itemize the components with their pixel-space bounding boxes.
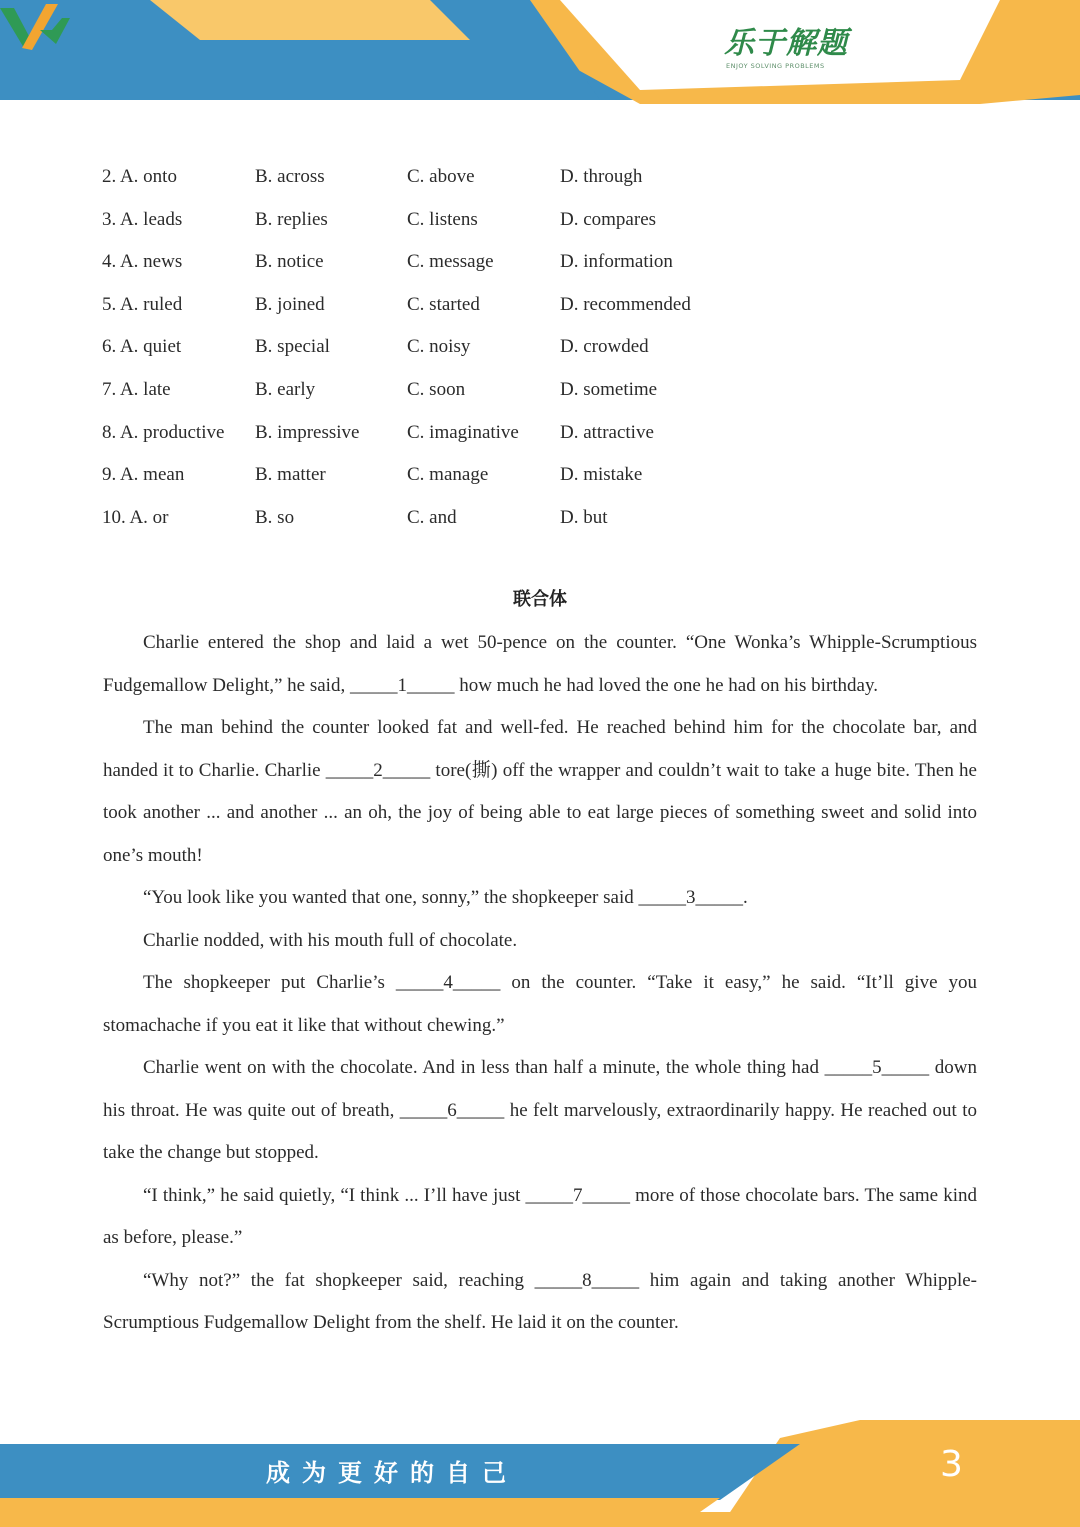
option-b: B. across [255,166,325,187]
option-a: 7. A. late [102,378,171,400]
option-b: B. special [255,336,330,358]
option-c: C. listens [407,208,478,230]
brand-subtitle: ENJOY SOLVING PROBLEMS [726,62,825,70]
option-a: 9. A. mean [102,464,185,486]
option-d: D. compares [560,208,657,230]
option-c: C. and [407,506,457,528]
option-a: 3. A. leads [102,208,183,230]
option-b: B. so [255,506,295,528]
passage-paragraph: “I think,” he said quietly, “I think ... I’ll have just _____7_____ more of those chocolate bars. The same kind as before, please.” [103,1184,977,1248]
option-b: B. early [255,378,316,400]
option-d: D. crowded [560,336,649,358]
passage-paragraph: The man behind the counter looked fat and well-fed. He reached behind him for the chocolate bar, and handed it to Charlie. Charlie _____2_____ tore(撕) off the wrapper and couldn’t wait to take a huge bite. Then he took another ... and another ... an oh, the joy of being able to eat large pieces of something sweet and solid into one’s mouth! [103,717,977,866]
option-a: 10. A. or [102,506,169,528]
option-c: C. soon [407,378,466,400]
option-b: B. joined [255,293,325,315]
option-d: D. recommended [560,293,691,315]
option-a: 5. A. ruled [102,293,183,315]
option-d: D. mistake [560,464,643,486]
passage-paragraph: “You look like you wanted that one, sonny,” the shopkeeper said _____3_____. [143,887,748,908]
option-d: D. through [560,166,643,187]
footer-decoration [0,1420,1080,1527]
footer-slogan: 成为更好的自己 [266,1459,518,1487]
option-c: C. above [407,166,475,187]
brand-logo-icon [0,0,80,52]
passage-paragraph: Charlie entered the shop and laid a wet 50-pence on the counter. “One Wonka’s Whipple-Scrumptious Fudgemallow Delight,” he said, _____1_____ how much he had loved the one he had on his birthday. [103,632,977,696]
option-b: B. replies [255,208,328,230]
option-b: B. notice [255,251,324,273]
option-d: D. sometime [560,378,658,400]
option-c: C. manage [407,464,489,486]
header-decoration [0,0,1080,112]
option-a: 8. A. productive [102,421,225,443]
option-c: C. imaginative [407,421,519,443]
passage-paragraph: The shopkeeper put Charlie’s _____4_____ on the counter. “Take it easy,” he said. “It’ll give you stomachache if you eat it like that without chewing.” [103,972,977,1036]
passage-paragraph: Charlie nodded, with his mouth full of chocolate. [143,929,518,951]
option-d: D. but [560,506,608,528]
option-c: C. noisy [407,336,471,358]
option-a: 6. A. quiet [102,336,182,358]
passage-paragraph: Charlie went on with the chocolate. And in less than half a minute, the whole thing had _____5_____ down his throat. He was quite out of breath, _____6_____ he felt marvelously, extraordinarily happy. He reached out to take the change but stopped. [103,1057,977,1163]
section-title: 联合体 [513,589,567,610]
page-number: 3 [940,1444,963,1485]
page-footer [0,1420,1080,1527]
page-header [0,0,1080,112]
option-c: C. started [407,293,480,315]
reading-passage [103,622,977,1345]
passage-paragraph: “Why not?” the fat shopkeeper said, reaching _____8_____ him again and taking another Whipple-Scrumptious Fudgemallow Delight from the shelf. He laid it on the counter. [103,1269,977,1333]
option-b: B. matter [255,464,326,486]
option-d: D. attractive [560,421,654,443]
option-a: 2. A. onto [102,166,177,187]
option-b: B. impressive [255,421,360,443]
brand-name: 乐于解题 [724,26,848,61]
option-c: C. message [407,251,494,273]
option-a: 4. A. news [102,251,183,273]
option-d: D. information [560,251,673,273]
